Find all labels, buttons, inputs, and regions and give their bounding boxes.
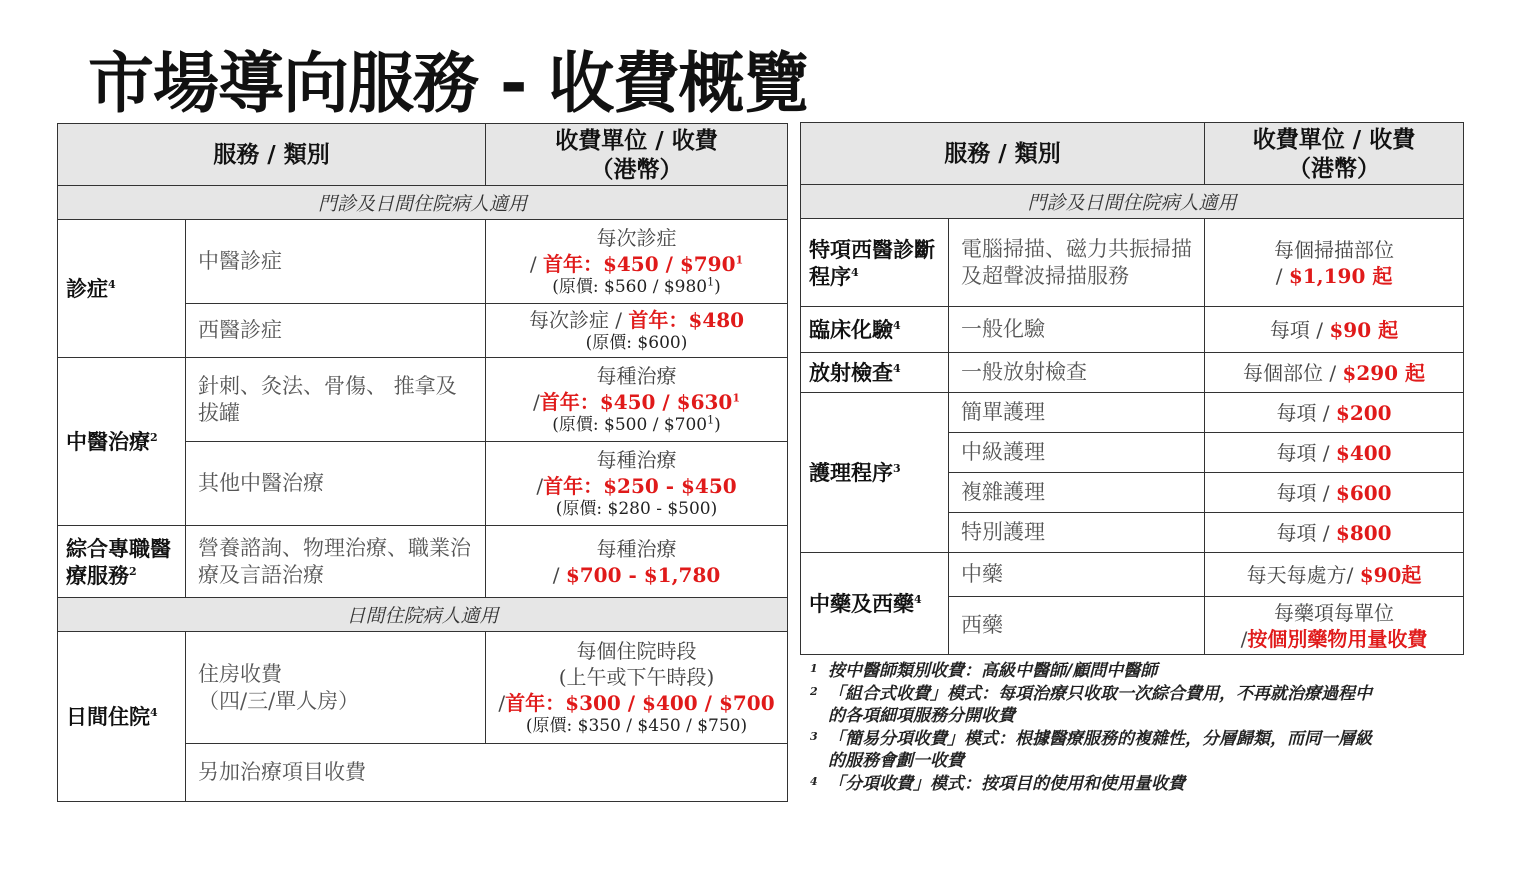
category-day-ward: 日間住院$^4$ bbox=[58, 632, 186, 802]
category-nursing: 護理程序$^3$ bbox=[801, 393, 949, 553]
fee-table-right bbox=[800, 122, 1464, 655]
service-chinese-medicine: 中藥 bbox=[949, 553, 1205, 597]
service-radiology: 一般放射檢查 bbox=[949, 353, 1205, 393]
service-nursing-intermediate: 中級護理 bbox=[949, 433, 1205, 473]
category-radiology: 放射檢查$^4$ bbox=[801, 353, 949, 393]
header-fee bbox=[1205, 123, 1464, 185]
service-allied-health: 營養諮詢、物理治療、職業治療及言語治療 bbox=[186, 526, 486, 598]
fee-nursing-complex: 每項 / $600 bbox=[1205, 473, 1464, 513]
table-row bbox=[801, 553, 1464, 597]
fee-western-medicine: 每藥項每單位 /按個別藥物用量收費 bbox=[1205, 597, 1464, 655]
fee-acupuncture: 每種治療 /首年：$450 / $\$630^1$ (原價: $500 / $\$700^1$) bbox=[486, 358, 788, 442]
service-nursing-complex: 複雜護理 bbox=[949, 473, 1205, 513]
footnotes bbox=[810, 660, 1470, 795]
service-other-tcm: 其他中醫治療 bbox=[186, 442, 486, 526]
service-nursing-simple: 簡單護理 bbox=[949, 393, 1205, 433]
fee-nursing-intermediate: 每項 / $400 bbox=[1205, 433, 1464, 473]
fee-room-charge: 每個住院時段 (上午或下午時段) /首年：$300 / $400 / $700 (原價: $350 / $450 / $750) bbox=[486, 632, 788, 744]
section-outpatient: 門診及日間住院病人適用 bbox=[801, 185, 1464, 219]
header-fee-line1: 收費單位 / 收費 bbox=[1252, 125, 1416, 153]
header-fee-line1: 收費單位 / 收費 bbox=[555, 126, 718, 154]
header-service: 服務 / 類別 bbox=[58, 124, 486, 186]
service-wm-consultation: 西醫診症 bbox=[186, 304, 486, 358]
service-western-medicine: 西藥 bbox=[949, 597, 1205, 655]
service-extra-treatment: 另加治療項目收費 bbox=[186, 744, 788, 802]
table-row bbox=[58, 526, 788, 598]
table-header-row bbox=[58, 124, 788, 186]
service-lab: 一般化驗 bbox=[949, 307, 1205, 353]
table-row bbox=[801, 307, 1464, 353]
table-row bbox=[801, 219, 1464, 307]
header-service: 服務 / 類別 bbox=[801, 123, 1205, 185]
header-fee-line2: （港幣） bbox=[590, 155, 683, 183]
category-special-diagnostic: 特項西醫診斷程序$^4$ bbox=[801, 219, 949, 307]
service-room-charge: 住房收費 （四/三/單人房） bbox=[186, 632, 486, 744]
service-acupuncture: 針刺、灸法、骨傷、 推拿及拔罐 bbox=[186, 358, 486, 442]
page-title: 市場導向服務 - 收費概覽 bbox=[88, 45, 809, 122]
category-lab: 臨床化驗$^4$ bbox=[801, 307, 949, 353]
section-outpatient: 門診及日間住院病人適用 bbox=[58, 186, 788, 220]
category-allied-health: 綜合專職醫療服務$^2$ bbox=[58, 526, 186, 598]
service-scans: 電腦掃描、磁力共振掃描及超聲波掃描服務 bbox=[949, 219, 1205, 307]
fee-other-tcm: 每種治療 /首年：$250 - $450 (原價: $280 - $500) bbox=[486, 442, 788, 526]
fee-table-left bbox=[57, 123, 788, 802]
table-row bbox=[801, 393, 1464, 433]
category-tcm-treatment: 中醫治療$^2$ bbox=[58, 358, 186, 526]
header-fee bbox=[486, 124, 788, 186]
service-tcm-consultation: 中醫診症 bbox=[186, 220, 486, 304]
category-medicines: 中藥及西藥$^4$ bbox=[801, 553, 949, 655]
fee-scans: 每個掃描部位 / $1,190 起 bbox=[1205, 219, 1464, 307]
category-consultation: 診症$^4$ bbox=[58, 220, 186, 358]
table-row bbox=[58, 358, 788, 442]
section-day-patient: 日間住院病人適用 bbox=[58, 598, 788, 632]
footnote-2: 2 「組合式收費」模式：每項治療只收取一次綜合費用，不再就治療過程中 的各項細項服務分開收費 bbox=[810, 683, 1372, 726]
fee-chinese-medicine: 每天每處方/ $90起 bbox=[1205, 553, 1464, 597]
fee-wm-consultation: 每次診症 / 首年：$480 (原價: $600) bbox=[486, 304, 788, 358]
footnote-1: 1 按中醫師類別收費：高級中醫師/顧問中醫師 bbox=[810, 661, 1158, 681]
fee-tcm-consultation: 每次診症 / 首年：$450 / $\$790^1$ (原價: $560 / $\$980^1$) bbox=[486, 220, 788, 304]
footnote-3: 3 「簡易分項收費」模式：根據醫療服務的複雜性，分層歸類，而同一層級 的服務會劃一收費 bbox=[810, 728, 1372, 771]
table-row bbox=[58, 632, 788, 744]
fee-radiology: 每個部位 / $290 起 bbox=[1205, 353, 1464, 393]
fee-nursing-simple: 每項 / $200 bbox=[1205, 393, 1464, 433]
fee-nursing-special: 每項 / $800 bbox=[1205, 513, 1464, 553]
footnote-4: 4 「分項收費」模式：按項目的使用和使用量收費 bbox=[810, 773, 1185, 794]
header-fee-line2: （港幣） bbox=[1288, 154, 1381, 182]
table-row bbox=[801, 353, 1464, 393]
fee-allied-health: 每種治療 / $700 - $1,780 bbox=[486, 526, 788, 598]
fee-lab: 每項 / $90 起 bbox=[1205, 307, 1464, 353]
table-header-row bbox=[801, 123, 1464, 185]
table-row bbox=[58, 220, 788, 304]
service-nursing-special: 特別護理 bbox=[949, 513, 1205, 553]
